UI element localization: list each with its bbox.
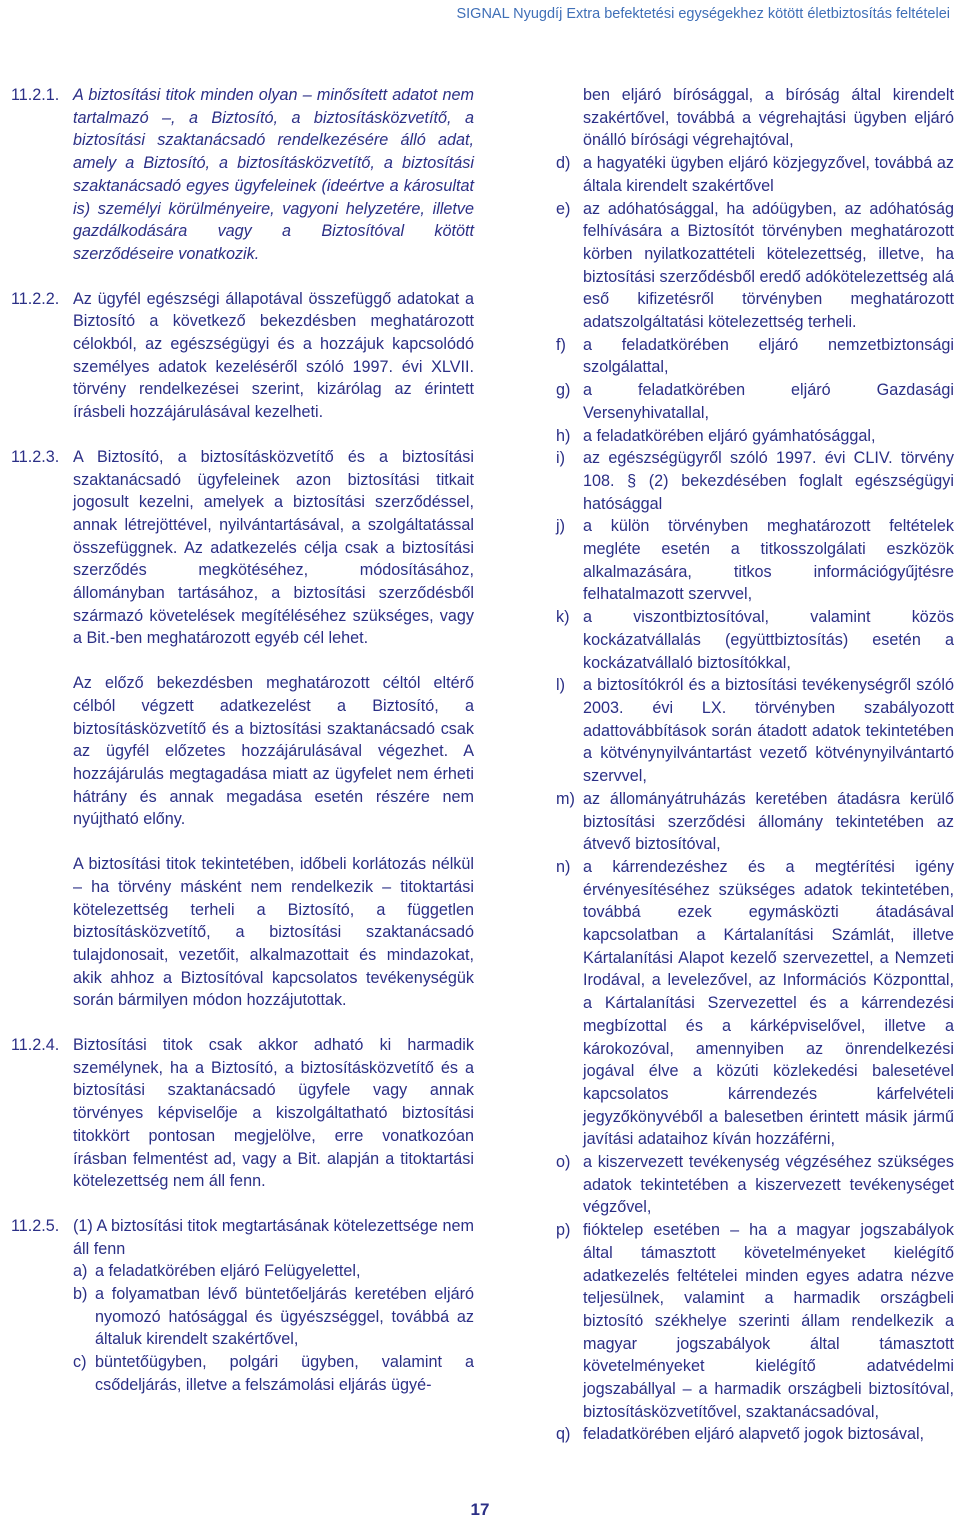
list-item xyxy=(556,1219,954,1423)
list-item-label: n) xyxy=(556,857,571,876)
list-item xyxy=(73,1351,474,1396)
document-header-title: SIGNAL Nyugdíj Extra befektetési egységekhez kötött életbiztosítás feltételei xyxy=(456,6,950,22)
list-item xyxy=(556,856,954,1151)
list-item-text: a külön törvényben meghatározott feltételek megléte esetén a titkosszolgálati eszközök alkalmazására, titkos információgyűjtésre felhatalmazott szervvel, xyxy=(583,517,954,604)
section-11-2-2 xyxy=(11,288,474,424)
list-item-label: l) xyxy=(556,676,565,695)
list-item-text: az egészségügyről szóló 1997. évi CLIV. törvény 108. § (2) bekezdésében foglalt egészségügyi hatósággal xyxy=(583,449,954,513)
list-item-text: a feladatkörében eljáró Gazdasági Versenyhivatallal, xyxy=(583,381,954,422)
paragraph-consent: Az előző bekezdésben meghatározott céltól eltérő célból végzett adatkezelést a Biztosító, a biztosításközvetítő és a biztosítási szaktanácsadó csak az ügyfél előzetes hozzájárulásával végezhet. A hozzájárulás megtagadása miatt az ügyfelet nem érheti hátrány és annak megadása esetén részére nem nyújtható előny. xyxy=(73,674,474,829)
section-11-2-3 xyxy=(11,446,474,650)
list-item xyxy=(556,788,954,856)
list-item xyxy=(556,674,954,788)
section-number: 11.2.4. xyxy=(11,1036,60,1055)
list-item-label: o) xyxy=(556,1153,571,1172)
section-text: A Biztosító, a biztosításközvetítő és a biztosítási szaktanácsadó ügyfeleinek azon biztosítási titkait jogosult kezelni, amelyek a biztosítási szerződéssel, annak létrejöttével, nyilvántartásával, a szolgáltatással összefüggnek. Az adatkezelés célja csak a biztosítási szerződés megkötéséhez, módosításához, állományban tartásához, a biztosítási szerződésből származó követelések megítéléséhez szükséges, vagy a Bit.-ben meghatározott egyéb cél lehet. xyxy=(73,447,474,648)
list-item xyxy=(73,1260,474,1283)
list-item-label: d) xyxy=(556,154,571,173)
list-item-label: f) xyxy=(556,335,566,354)
list-item-text: a feladatkörében eljáró nemzetbiztonsági szolgálattal, xyxy=(583,335,954,377)
list-item-label: p) xyxy=(556,1221,571,1240)
list-item-label: k) xyxy=(556,608,570,627)
list-item-label: h) xyxy=(556,426,571,445)
list-item-label: c) xyxy=(73,1353,87,1372)
section-body xyxy=(73,1215,474,1397)
list-item-label: e) xyxy=(556,199,571,218)
paragraph-confidentiality: A biztosítási titok tekintetében, időbeli korlátozás nélkül – ha törvény másként nem rendelkezik – titoktartási kötelezettség terheli a Biztosító, a független biztosításközvetítő, a biztosítási szaktanácsadó tulajdonosait, vezetőit, alkalmazottait és mindazokat, akik ahhoz a Biztosítóval kapcsolatos tevékenységük során bármilyen módon hozzájutottak. xyxy=(73,855,474,1010)
left-column xyxy=(11,84,474,1419)
list-item-text: a viszontbiztosítóval, valamint közös kockázatvállalás (együttbiztosítás) esetén a kockázatvállaló biztosítókkal, xyxy=(583,608,954,672)
list-item-label: g) xyxy=(556,381,571,400)
right-column xyxy=(556,84,954,1446)
list-item-text: az adóhatósággal, ha adóügyben, az adóhatóság felhívására a Biztosítót törvényben meghatározott körben nyilatkozattételi kötelezettség, illetve, ha biztosítási szerződésből eredő adókötelezettség alá eső kifizetésről törvényben meghatározott adatszolgáltatási kötelezettség terheli. xyxy=(583,199,954,332)
list-item-text: feladatkörében eljáró alapvető jogok biztosával, xyxy=(583,1425,925,1444)
list-item-label: q) xyxy=(556,1425,571,1444)
section-number: 11.2.5. xyxy=(11,1216,60,1235)
list-item-text: a biztosítókról és a biztosítási tevékenységről szóló 2003. évi LX. törvényben szabályozott adattovábbítások során átadott adatok tekintetében a kötvénynyilvántartást vezető kötvénynyilvántartó szervvel, xyxy=(583,676,954,786)
section-text: (1) A biztosítási titok megtartásának kötelezettsége nem áll fenn xyxy=(73,1216,474,1258)
list-item-label: a) xyxy=(73,1262,88,1281)
list-item xyxy=(556,1151,954,1219)
section-11-2-1 xyxy=(11,84,474,266)
list-item-text: a feladatkörében eljáró Felügyelettel, xyxy=(95,1262,361,1281)
list-item xyxy=(556,1423,954,1446)
list-item-text: a kárrendezéshez és a megtérítési igény érvényesítéséhez szükséges adatok tekintetében, továbbá ezek egymásközti átadásával kapcsolatban a Kártalanítási Számlát, illetve Kártalanítási Alapot kezelő szervezettel, a Nemzeti Irodával, a levelezővel, az Információs Központtal, a Kártalanítási Szervezettel és a kárrendezési megbízottal és a kárképviselővel, illetve a károkozóval, amennyiben az önrendelkezési jogával élve a közúti közlekedési balesetével kapcsolatos kárrendezés kárfelvételi jegyzőkönyvéből a balesetben érintett másik jármű javítási adataihoz kíván hozzáférni, xyxy=(583,857,954,1149)
list-item xyxy=(556,447,954,515)
page-number: 17 xyxy=(470,1500,490,1519)
list-item xyxy=(556,152,954,197)
section-11-2-5 xyxy=(11,1215,474,1397)
list-item-label: b) xyxy=(73,1285,88,1304)
list-item-text: a feladatkörében eljáró gyámhatósággal, xyxy=(583,426,876,445)
list-item-text: a folyamatban lévő büntetőeljárás keretében eljáró nyomozó hatósággal és ügyészséggel, továbbá az általuk kirendelt szakértővel, xyxy=(95,1285,474,1349)
list-item-text: a kiszervezett tevékenység végzéséhez szükséges adatok tekintetében a kiszervezett tevékenységet végzővel, xyxy=(583,1153,954,1217)
list-item xyxy=(556,425,954,448)
list-item xyxy=(556,198,954,334)
list-item-label: j) xyxy=(556,517,565,536)
continued-item-text: ben eljáró bírósággal, a bíróság által kirendelt szakértővel, továbbá a végrehajtási ügyben eljáró önálló bírósági végrehajtóval, xyxy=(583,86,954,150)
section-number: 11.2.3. xyxy=(11,447,60,466)
list-item-text: az állományátruházás keretében átadásra kerülő biztosítási szerződési állomány tekintetében az átvevő biztosítóval, xyxy=(583,789,954,854)
list-item xyxy=(556,379,954,424)
list-item-text: fióktelep esetében – ha a magyar jogszabályok által támasztott követelményeket kielégítő adatkezelés feltételei minden egyes adatra nézve teljesülnek, valamint a harmadik országbeli biztosító székhelye szerinti állam rendelkezik a magyar jogszabályok által támasztott követelményeket kielégítő adatvédelmi jogszabállyal – a harmadik országbeli biztosítóval, biztosításközvetítővel, szaktanácsadóval, xyxy=(583,1221,954,1421)
list-item xyxy=(73,1283,474,1351)
list-item-text: a hagyatéki ügyben eljáró közjegyzővel, továbbá az általa kirendelt szakértővel xyxy=(583,154,954,195)
list-item xyxy=(556,606,954,674)
section-number: 11.2.1. xyxy=(11,86,60,104)
list-item-label: m) xyxy=(556,789,575,808)
list-item xyxy=(556,334,954,379)
section-text: Biztosítási titok csak akkor adható ki harmadik személynek, ha a Biztosító, a biztosításközvetítő és a biztosítási szaktanácsadó ügyfele vagy annak törvényes képviselője a kiszolgáltatható biztosítási titokkört pontosan megjelölve, erre vonatkozóan írásban felmentést ad, vagy a Bit. alapján a titoktartási kötelezettség nem áll fenn. xyxy=(73,1036,474,1191)
section-text: Az ügyfél egészségi állapotával összefüggő adatokat a Biztosító a következő bekezdésben meghatározott célokból, az egészségügyi és a hozzájuk kapcsolódó személyes adatok kezeléséről szóló 1997. évi XLVII. törvény rendelkezései szerint, kizárólag az érintett írásbeli hozzájárulásával kezelheti. xyxy=(73,289,474,422)
list-item xyxy=(556,515,954,606)
list-item-text: büntetőügyben, polgári ügyben, valamint a csődeljárás, illetve a felszámolási eljárás ügyé- xyxy=(95,1353,474,1394)
list-item-label: i) xyxy=(556,449,565,468)
section-text: A biztosítási titok minden olyan – minősített adatot nem tartalmazó –, a Biztosító, a biztosításközvetítő, a biztosítási szaktanácsadó rendelkezésére álló adat, amely a Biztosító, a biztosításközvetítő, a biztosítási szaktanácsadó egyes ügyfeleinek (ideértve a károsultat is) személyi körülményeire, vagyoni helyzetére, illetve gazdálkodására vagy a Biztosítóval kötött szerződéseire vonatkozik. xyxy=(73,86,474,263)
section-number: 11.2.2. xyxy=(11,289,60,308)
section-11-2-4 xyxy=(11,1034,474,1193)
